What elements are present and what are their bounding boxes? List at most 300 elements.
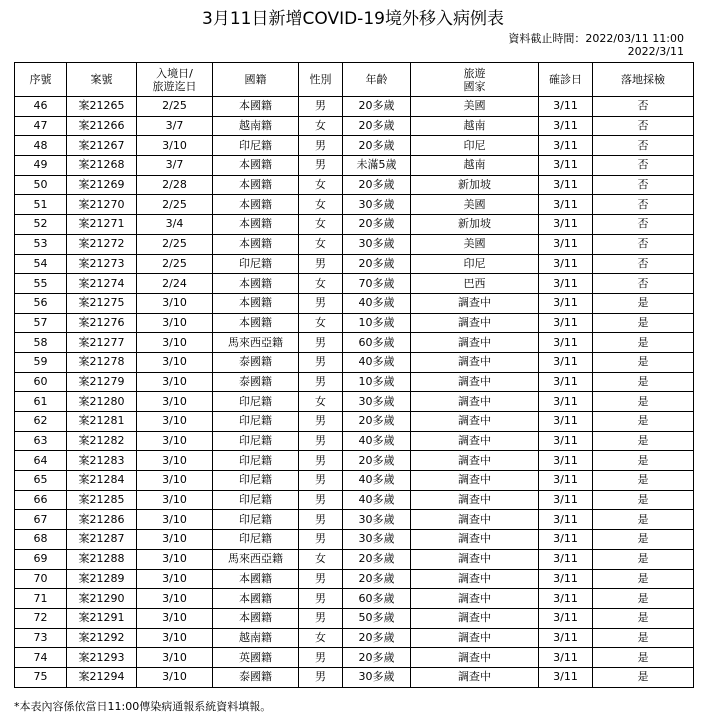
col-header-case-no: 案號: [67, 63, 137, 97]
cell-age: 20多歲: [343, 569, 411, 589]
cell-travel-country: 調查中: [411, 293, 539, 313]
cell-serial: 65: [15, 471, 67, 491]
cell-entry-date: 3/10: [137, 136, 213, 156]
cell-travel-country: 調查中: [411, 313, 539, 333]
cell-sex: 男: [299, 589, 343, 609]
cell-travel-country: 印尼: [411, 254, 539, 274]
cell-nationality: 本國籍: [213, 97, 299, 117]
table-row: [15, 313, 694, 333]
table-row: [15, 156, 694, 176]
cell-nationality: 印尼籍: [213, 431, 299, 451]
table-row: [15, 333, 694, 353]
cell-nationality: 印尼籍: [213, 254, 299, 274]
cell-serial: 59: [15, 352, 67, 372]
cell-travel-country: 調查中: [411, 589, 539, 609]
cell-case-no: 案21287: [67, 530, 137, 550]
cell-sex: 女: [299, 628, 343, 648]
cell-travel-country: 美國: [411, 97, 539, 117]
cell-travel-country: 美國: [411, 234, 539, 254]
cell-diagnosis-date: 3/11: [539, 490, 593, 510]
cell-age: 20多歲: [343, 412, 411, 432]
cell-serial: 66: [15, 490, 67, 510]
cell-age: 40多歲: [343, 471, 411, 491]
cell-airport-test: 否: [593, 97, 694, 117]
cell-diagnosis-date: 3/11: [539, 628, 593, 648]
cell-diagnosis-date: 3/11: [539, 510, 593, 530]
table-row: [15, 628, 694, 648]
cell-age: 30多歲: [343, 667, 411, 687]
table-row: [15, 195, 694, 215]
cell-sex: 女: [299, 175, 343, 195]
cell-airport-test: 是: [593, 628, 694, 648]
cell-serial: 62: [15, 412, 67, 432]
cell-case-no: 案21275: [67, 293, 137, 313]
data-cutoff-time: 資料截止時間：2022/03/11 11:00: [508, 32, 684, 45]
cell-nationality: 印尼籍: [213, 412, 299, 432]
cell-entry-date: 3/10: [137, 549, 213, 569]
table-row: [15, 530, 694, 550]
cell-sex: 女: [299, 313, 343, 333]
cell-age: 60多歲: [343, 589, 411, 609]
cell-sex: 男: [299, 431, 343, 451]
cell-sex: 男: [299, 471, 343, 491]
cell-age: 50多歲: [343, 608, 411, 628]
cell-sex: 男: [299, 372, 343, 392]
cell-travel-country: 調查中: [411, 333, 539, 353]
table-row: [15, 372, 694, 392]
table-row: [15, 569, 694, 589]
cell-case-no: 案21280: [67, 392, 137, 412]
cell-serial: 53: [15, 234, 67, 254]
cell-entry-date: 3/10: [137, 608, 213, 628]
cell-travel-country: 調查中: [411, 628, 539, 648]
cell-diagnosis-date: 3/11: [539, 352, 593, 372]
cell-entry-date: 3/10: [137, 471, 213, 491]
table-row: [15, 234, 694, 254]
cell-diagnosis-date: 3/11: [539, 392, 593, 412]
cell-entry-date: 3/10: [137, 313, 213, 333]
cell-serial: 63: [15, 431, 67, 451]
cell-nationality: 越南籍: [213, 628, 299, 648]
col-header-age: 年齡: [343, 63, 411, 97]
col-header-airport-test: 落地採檢: [593, 63, 694, 97]
col-header-travel-country: 旅遊 國家: [411, 63, 539, 97]
cell-entry-date: 3/10: [137, 569, 213, 589]
cell-serial: 49: [15, 156, 67, 176]
cell-serial: 64: [15, 451, 67, 471]
cell-sex: 男: [299, 333, 343, 353]
cell-case-no: 案21292: [67, 628, 137, 648]
cell-entry-date: 3/7: [137, 156, 213, 176]
cell-nationality: 印尼籍: [213, 136, 299, 156]
cell-serial: 50: [15, 175, 67, 195]
cell-case-no: 案21291: [67, 608, 137, 628]
cell-sex: 男: [299, 648, 343, 668]
cell-sex: 男: [299, 490, 343, 510]
table-row: [15, 254, 694, 274]
cell-nationality: 本國籍: [213, 195, 299, 215]
cell-serial: 60: [15, 372, 67, 392]
cell-entry-date: 3/10: [137, 628, 213, 648]
cell-sex: 女: [299, 392, 343, 412]
cell-nationality: 本國籍: [213, 569, 299, 589]
cell-diagnosis-date: 3/11: [539, 234, 593, 254]
cell-serial: 55: [15, 274, 67, 294]
cell-nationality: 英國籍: [213, 648, 299, 668]
cell-airport-test: 是: [593, 490, 694, 510]
cell-nationality: 泰國籍: [213, 352, 299, 372]
cell-nationality: 印尼籍: [213, 471, 299, 491]
cell-airport-test: 是: [593, 648, 694, 668]
cell-entry-date: 2/25: [137, 234, 213, 254]
cell-age: 10多歲: [343, 372, 411, 392]
cell-age: 40多歲: [343, 490, 411, 510]
cell-airport-test: 否: [593, 156, 694, 176]
cell-case-no: 案21269: [67, 175, 137, 195]
cell-sex: 男: [299, 569, 343, 589]
col-header-entry-date: 入境日/ 旅遊迄日: [137, 63, 213, 97]
cell-case-no: 案21290: [67, 589, 137, 609]
table-row: [15, 667, 694, 687]
cell-travel-country: 調查中: [411, 530, 539, 550]
cell-entry-date: 3/10: [137, 431, 213, 451]
cell-entry-date: 3/7: [137, 116, 213, 136]
cell-airport-test: 否: [593, 136, 694, 156]
cell-age: 10多歲: [343, 313, 411, 333]
cell-travel-country: 新加坡: [411, 175, 539, 195]
cell-nationality: 泰國籍: [213, 667, 299, 687]
cell-airport-test: 是: [593, 431, 694, 451]
cell-diagnosis-date: 3/11: [539, 136, 593, 156]
cell-entry-date: 3/10: [137, 490, 213, 510]
table-row: [15, 608, 694, 628]
cell-airport-test: 是: [593, 293, 694, 313]
cell-diagnosis-date: 3/11: [539, 589, 593, 609]
cell-diagnosis-date: 3/11: [539, 530, 593, 550]
cell-age: 20多歲: [343, 254, 411, 274]
table-row: [15, 648, 694, 668]
cell-diagnosis-date: 3/11: [539, 293, 593, 313]
cell-nationality: 本國籍: [213, 175, 299, 195]
cell-case-no: 案21278: [67, 352, 137, 372]
cell-entry-date: 3/10: [137, 293, 213, 313]
cell-entry-date: 3/10: [137, 333, 213, 353]
cell-diagnosis-date: 3/11: [539, 451, 593, 471]
cell-nationality: 越南籍: [213, 116, 299, 136]
cell-sex: 女: [299, 274, 343, 294]
cell-sex: 男: [299, 97, 343, 117]
table-row: [15, 116, 694, 136]
cell-age: 20多歲: [343, 451, 411, 471]
cell-age: 40多歲: [343, 293, 411, 313]
cell-nationality: 馬來西亞籍: [213, 333, 299, 353]
cell-entry-date: 3/10: [137, 589, 213, 609]
cell-nationality: 本國籍: [213, 156, 299, 176]
cell-age: 30多歲: [343, 510, 411, 530]
cell-diagnosis-date: 3/11: [539, 471, 593, 491]
cell-case-no: 案21282: [67, 431, 137, 451]
cell-travel-country: 越南: [411, 116, 539, 136]
cell-airport-test: 是: [593, 569, 694, 589]
cell-nationality: 馬來西亞籍: [213, 549, 299, 569]
cell-serial: 73: [15, 628, 67, 648]
cell-age: 40多歲: [343, 431, 411, 451]
cell-serial: 75: [15, 667, 67, 687]
cell-case-no: 案21277: [67, 333, 137, 353]
cell-age: 20多歲: [343, 175, 411, 195]
cell-nationality: 印尼籍: [213, 510, 299, 530]
table-row: [15, 293, 694, 313]
cell-diagnosis-date: 3/11: [539, 195, 593, 215]
cell-diagnosis-date: 3/11: [539, 412, 593, 432]
cell-travel-country: 新加坡: [411, 215, 539, 235]
cell-travel-country: 巴西: [411, 274, 539, 294]
cell-case-no: 案21294: [67, 667, 137, 687]
page-title: 3月11日新增COVID-19境外移入病例表: [202, 9, 504, 29]
cell-travel-country: 調查中: [411, 451, 539, 471]
col-header-nationality: 國籍: [213, 63, 299, 97]
cell-nationality: 印尼籍: [213, 490, 299, 510]
table-row: [15, 431, 694, 451]
cell-age: 20多歲: [343, 549, 411, 569]
cell-diagnosis-date: 3/11: [539, 313, 593, 333]
cell-diagnosis-date: 3/11: [539, 333, 593, 353]
cell-diagnosis-date: 3/11: [539, 274, 593, 294]
cell-case-no: 案21285: [67, 490, 137, 510]
cell-nationality: 本國籍: [213, 215, 299, 235]
cell-case-no: 案21293: [67, 648, 137, 668]
cell-airport-test: 是: [593, 667, 694, 687]
cell-entry-date: 3/10: [137, 352, 213, 372]
cell-travel-country: 美國: [411, 195, 539, 215]
cell-sex: 男: [299, 156, 343, 176]
cell-age: 20多歲: [343, 215, 411, 235]
cell-airport-test: 否: [593, 175, 694, 195]
cell-travel-country: 越南: [411, 156, 539, 176]
cell-case-no: 案21279: [67, 372, 137, 392]
cell-diagnosis-date: 3/11: [539, 549, 593, 569]
report-date: 2022/3/11: [627, 45, 684, 58]
cell-diagnosis-date: 3/11: [539, 116, 593, 136]
cell-diagnosis-date: 3/11: [539, 648, 593, 668]
cell-case-no: 案21272: [67, 234, 137, 254]
cell-sex: 男: [299, 667, 343, 687]
cell-serial: 57: [15, 313, 67, 333]
cell-sex: 男: [299, 608, 343, 628]
table-row: [15, 352, 694, 372]
cell-diagnosis-date: 3/11: [539, 97, 593, 117]
cell-sex: 男: [299, 293, 343, 313]
cell-nationality: 本國籍: [213, 608, 299, 628]
cell-travel-country: 調查中: [411, 352, 539, 372]
cell-entry-date: 3/4: [137, 215, 213, 235]
table-row: [15, 97, 694, 117]
cell-nationality: 本國籍: [213, 234, 299, 254]
cell-case-no: 案21286: [67, 510, 137, 530]
table-row: [15, 215, 694, 235]
cell-travel-country: 調查中: [411, 490, 539, 510]
cell-nationality: 本國籍: [213, 589, 299, 609]
table-row: [15, 136, 694, 156]
cell-airport-test: 是: [593, 352, 694, 372]
cell-sex: 男: [299, 530, 343, 550]
cell-serial: 67: [15, 510, 67, 530]
cell-airport-test: 是: [593, 608, 694, 628]
cell-age: 30多歲: [343, 392, 411, 412]
cell-airport-test: 否: [593, 234, 694, 254]
cell-diagnosis-date: 3/11: [539, 175, 593, 195]
cell-age: 40多歲: [343, 352, 411, 372]
cell-entry-date: 3/10: [137, 392, 213, 412]
cell-nationality: 印尼籍: [213, 530, 299, 550]
cell-sex: 女: [299, 116, 343, 136]
cell-diagnosis-date: 3/11: [539, 215, 593, 235]
cell-serial: 54: [15, 254, 67, 274]
cell-nationality: 泰國籍: [213, 372, 299, 392]
cell-nationality: 本國籍: [213, 293, 299, 313]
cell-sex: 女: [299, 549, 343, 569]
cell-entry-date: 3/10: [137, 510, 213, 530]
cell-diagnosis-date: 3/11: [539, 372, 593, 392]
cell-travel-country: 調查中: [411, 431, 539, 451]
cell-diagnosis-date: 3/11: [539, 667, 593, 687]
cell-case-no: 案21271: [67, 215, 137, 235]
cell-serial: 72: [15, 608, 67, 628]
cell-diagnosis-date: 3/11: [539, 569, 593, 589]
cell-serial: 61: [15, 392, 67, 412]
cell-airport-test: 是: [593, 589, 694, 609]
cell-case-no: 案21283: [67, 451, 137, 471]
cell-serial: 51: [15, 195, 67, 215]
cell-serial: 56: [15, 293, 67, 313]
cell-diagnosis-date: 3/11: [539, 156, 593, 176]
col-header-diagnosis-date: 確診日: [539, 63, 593, 97]
table-row: [15, 549, 694, 569]
cell-case-no: 案21288: [67, 549, 137, 569]
cell-travel-country: 調查中: [411, 569, 539, 589]
table-row: [15, 392, 694, 412]
cell-travel-country: 調查中: [411, 471, 539, 491]
cell-travel-country: 調查中: [411, 510, 539, 530]
cell-entry-date: 3/10: [137, 412, 213, 432]
cell-travel-country: 調查中: [411, 648, 539, 668]
cell-entry-date: 3/10: [137, 667, 213, 687]
table-row: [15, 471, 694, 491]
cell-travel-country: 調查中: [411, 412, 539, 432]
cell-airport-test: 否: [593, 116, 694, 136]
cell-case-no: 案21266: [67, 116, 137, 136]
cell-sex: 男: [299, 451, 343, 471]
cell-diagnosis-date: 3/11: [539, 431, 593, 451]
cell-serial: 70: [15, 569, 67, 589]
col-header-sex: 性別: [299, 63, 343, 97]
cell-sex: 女: [299, 195, 343, 215]
table-row: [15, 412, 694, 432]
cell-travel-country: 印尼: [411, 136, 539, 156]
cell-age: 30多歲: [343, 234, 411, 254]
cell-diagnosis-date: 3/11: [539, 608, 593, 628]
cell-case-no: 案21276: [67, 313, 137, 333]
cell-age: 20多歲: [343, 136, 411, 156]
cell-age: 未滿5歲: [343, 156, 411, 176]
footnote: *本表內容係依當日11:00傳染病通報系統資料填報。: [14, 700, 272, 713]
cell-airport-test: 是: [593, 313, 694, 333]
cell-age: 60多歲: [343, 333, 411, 353]
cell-case-no: 案21273: [67, 254, 137, 274]
cell-airport-test: 是: [593, 333, 694, 353]
cell-age: 30多歲: [343, 530, 411, 550]
cell-sex: 男: [299, 136, 343, 156]
table-row: [15, 175, 694, 195]
cell-travel-country: 調查中: [411, 608, 539, 628]
cell-airport-test: 是: [593, 549, 694, 569]
cell-case-no: 案21265: [67, 97, 137, 117]
cell-entry-date: 2/24: [137, 274, 213, 294]
cell-serial: 47: [15, 116, 67, 136]
cases-table: [14, 62, 694, 688]
cell-travel-country: 調查中: [411, 667, 539, 687]
cell-case-no: 案21284: [67, 471, 137, 491]
cell-entry-date: 2/25: [137, 195, 213, 215]
table-header-row: [15, 63, 694, 97]
cell-entry-date: 3/10: [137, 372, 213, 392]
cell-airport-test: 否: [593, 215, 694, 235]
cell-serial: 48: [15, 136, 67, 156]
table-row: [15, 274, 694, 294]
cell-sex: 女: [299, 215, 343, 235]
cell-travel-country: 調查中: [411, 392, 539, 412]
cell-airport-test: 是: [593, 451, 694, 471]
cell-airport-test: 是: [593, 530, 694, 550]
cell-case-no: 案21289: [67, 569, 137, 589]
cell-nationality: 本國籍: [213, 274, 299, 294]
table-row: [15, 490, 694, 510]
cell-serial: 58: [15, 333, 67, 353]
cell-diagnosis-date: 3/11: [539, 254, 593, 274]
cell-sex: 女: [299, 234, 343, 254]
cell-serial: 69: [15, 549, 67, 569]
cell-case-no: 案21267: [67, 136, 137, 156]
cell-age: 20多歲: [343, 648, 411, 668]
cell-airport-test: 是: [593, 510, 694, 530]
cell-sex: 男: [299, 412, 343, 432]
cell-sex: 男: [299, 510, 343, 530]
cell-entry-date: 2/25: [137, 97, 213, 117]
cell-serial: 74: [15, 648, 67, 668]
cell-serial: 46: [15, 97, 67, 117]
cell-sex: 男: [299, 352, 343, 372]
table-row: [15, 451, 694, 471]
cell-age: 20多歲: [343, 116, 411, 136]
cell-airport-test: 是: [593, 471, 694, 491]
col-header-serial: 序號: [15, 63, 67, 97]
cell-travel-country: 調查中: [411, 549, 539, 569]
cell-age: 20多歲: [343, 628, 411, 648]
cell-airport-test: 是: [593, 392, 694, 412]
cell-entry-date: 3/10: [137, 530, 213, 550]
cell-airport-test: 否: [593, 195, 694, 215]
cell-case-no: 案21274: [67, 274, 137, 294]
cell-case-no: 案21281: [67, 412, 137, 432]
cell-serial: 71: [15, 589, 67, 609]
cell-sex: 男: [299, 254, 343, 274]
cell-airport-test: 否: [593, 254, 694, 274]
cell-travel-country: 調查中: [411, 372, 539, 392]
cell-nationality: 本國籍: [213, 313, 299, 333]
cell-entry-date: 3/10: [137, 451, 213, 471]
cell-age: 30多歲: [343, 195, 411, 215]
cell-case-no: 案21270: [67, 195, 137, 215]
